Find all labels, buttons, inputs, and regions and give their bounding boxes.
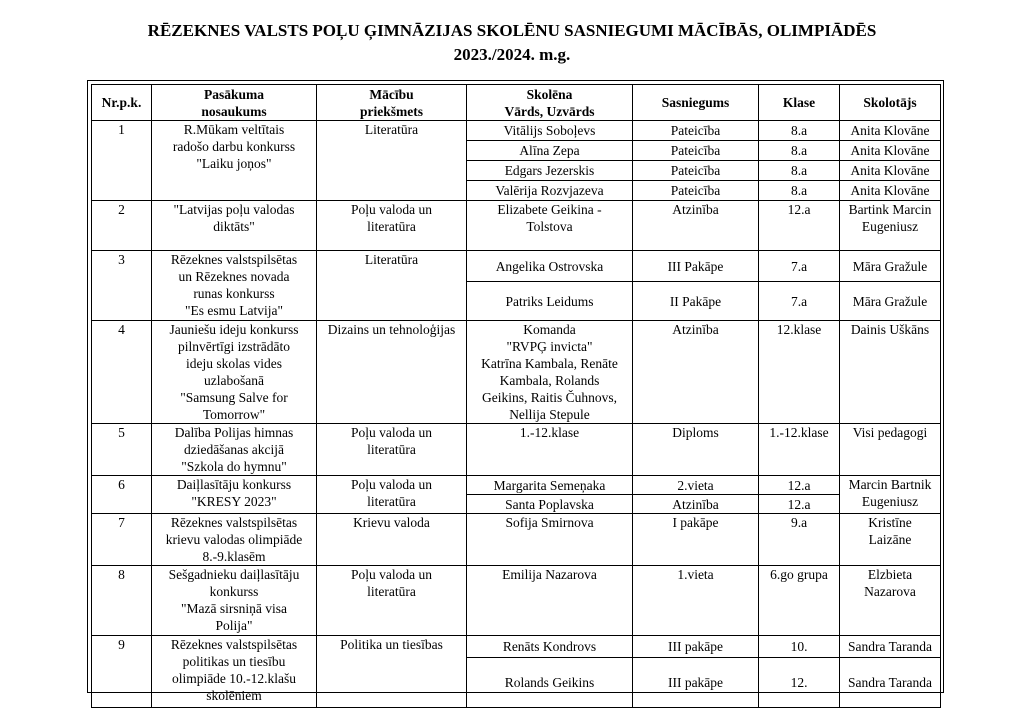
cell-achievement: III pakāpe [633, 636, 759, 658]
cell-teacher: Sandra Taranda [840, 658, 941, 708]
cell-achievement: Pateicība [633, 141, 759, 161]
cell-teacher: Dainis Uškāns [840, 321, 941, 424]
cell-student: Valērija Rozvjazeva [467, 181, 633, 201]
cell-nr: 4 [92, 321, 152, 424]
cell-student: Emilija Nazarova [467, 566, 633, 636]
cell-teacher: Anita Klovāne [840, 181, 941, 201]
table-row [92, 321, 941, 424]
cell-subject: Poļu valoda un literatūra [317, 424, 467, 476]
cell-student: Patriks Leidums [467, 282, 633, 321]
cell-subject: Dizains un tehnoloģijas [317, 321, 467, 424]
header-subject: Mācību priekšmets [317, 85, 467, 121]
header-class: Klase [759, 85, 840, 121]
table-row [92, 566, 941, 636]
cell-student: Vitālijs Soboļevs [467, 121, 633, 141]
cell-student: Elizabete Geikina - Tolstova [467, 201, 633, 251]
cell-nr: 9 [92, 636, 152, 708]
cell-nr: 2 [92, 201, 152, 251]
cell-student: Edgars Jezerskis [467, 161, 633, 181]
cell-event: Jauniešu ideju konkurss pilnvērtīgi izstrādāto ideju skolas vides uzlabošanā "Samsung Salve for Tomorrow" [152, 321, 317, 424]
cell-event: Daiļlasītāju konkurss "KRESY 2023" [152, 476, 317, 514]
document-title: RĒZEKNES VALSTS POĻU ĢIMNĀZIJAS SKOLĒNU SASNIEGUMI MĀCĪBĀS, OLIMPIĀDĒS [147, 21, 877, 40]
cell-class: 8.a [759, 141, 840, 161]
table-row [92, 201, 941, 251]
cell-achievement: Atzinība [633, 321, 759, 424]
cell-class: 8.a [759, 161, 840, 181]
cell-achievement: Atzinība [633, 201, 759, 251]
cell-student: 1.-12.klase [467, 424, 633, 476]
header-row [92, 85, 941, 121]
cell-subject: Poļu valoda un literatūra [317, 566, 467, 636]
cell-nr: 8 [92, 566, 152, 636]
cell-class: 8.a [759, 121, 840, 141]
cell-achievement: III pakāpe [633, 658, 759, 708]
cell-teacher: Bartink Marcin Eugeniusz [840, 201, 941, 251]
table-row [92, 636, 941, 658]
table-row [92, 424, 941, 476]
cell-student: Komanda "RVPĢ invicta" Katrīna Kambala, Renāte Kambala, Rolands Geikins, Raitis Čuhnovs, Nellija Stepule [467, 321, 633, 424]
header-teacher: Skolotājs [840, 85, 941, 121]
cell-event: Rēzeknes valstspilsētas un Rēzeknes novada runas konkurss "Es esmu Latvija" [152, 251, 317, 321]
cell-subject: Politika un tiesības [317, 636, 467, 708]
header-student: Skolēna Vārds, Uzvārds [467, 85, 633, 121]
cell-achievement: 1.vieta [633, 566, 759, 636]
cell-nr: 1 [92, 121, 152, 201]
cell-class: 1.-12.klase [759, 424, 840, 476]
cell-student: Angelika Ostrovska [467, 251, 633, 282]
cell-nr: 7 [92, 514, 152, 566]
header-event: Pasākuma nosaukums [152, 85, 317, 121]
table-row [92, 251, 941, 282]
cell-nr: 6 [92, 476, 152, 514]
cell-subject: Poļu valoda un literatūra [317, 476, 467, 514]
cell-student: Margarita Semeņaka [467, 476, 633, 495]
cell-achievement: Atzinība [633, 495, 759, 514]
cell-event: Rēzeknes valstspilsētas politikas un tiesību olimpiāde 10.-12.klašu skolēniem [152, 636, 317, 708]
cell-achievement: II Pakāpe [633, 282, 759, 321]
cell-teacher: Anita Klovāne [840, 161, 941, 181]
cell-teacher: Anita Klovāne [840, 121, 941, 141]
table-row [92, 121, 941, 141]
cell-class: 12.a [759, 495, 840, 514]
table-row [92, 476, 941, 495]
cell-teacher: Anita Klovāne [840, 141, 941, 161]
cell-teacher: Marcin Bartnik Eugeniusz [840, 476, 941, 514]
cell-student: Alīna Zepa [467, 141, 633, 161]
cell-class: 7.a [759, 282, 840, 321]
header-achievement: Sasniegums [633, 85, 759, 121]
cell-class: 8.a [759, 181, 840, 201]
cell-nr: 5 [92, 424, 152, 476]
cell-nr: 3 [92, 251, 152, 321]
cell-achievement: 2.vieta [633, 476, 759, 495]
cell-teacher: Visi pedagogi [840, 424, 941, 476]
cell-student: Sofija Smirnova [467, 514, 633, 566]
cell-event: R.Mūkam veltītais radošo darbu konkurss "Laiku joņos" [152, 121, 317, 201]
cell-achievement: III Pakāpe [633, 251, 759, 282]
cell-class: 12.klase [759, 321, 840, 424]
cell-class: 10. [759, 636, 840, 658]
cell-event: Dalība Polijas himnas dziedāšanas akcijā "Szkola do hymnu" [152, 424, 317, 476]
table-row [92, 514, 941, 566]
cell-event: Sešgadnieku daiļlasītāju konkurss "Mazā sirsniņā visa Polija" [152, 566, 317, 636]
cell-achievement: Pateicība [633, 181, 759, 201]
cell-achievement: Pateicība [633, 121, 759, 141]
cell-class: 12. [759, 658, 840, 708]
cell-teacher: Māra Gražule [840, 282, 941, 321]
cell-teacher: Māra Gražule [840, 251, 941, 282]
cell-teacher: Kristīne Laizāne [840, 514, 941, 566]
cell-achievement: Pateicība [633, 161, 759, 181]
cell-class: 12.a [759, 476, 840, 495]
cell-event: Rēzeknes valstspilsētas krievu valodas olimpiāde 8.-9.klasēm [152, 514, 317, 566]
table-body [92, 121, 941, 708]
cell-class: 6.go grupa [759, 566, 840, 636]
cell-teacher: Sandra Taranda [840, 636, 941, 658]
cell-achievement: I pakāpe [633, 514, 759, 566]
cell-class: 7.a [759, 251, 840, 282]
cell-subject: Literatūra [317, 121, 467, 201]
cell-student: Santa Poplavska [467, 495, 633, 514]
cell-student: Rolands Geikins [467, 658, 633, 708]
cell-class: 9.a [759, 514, 840, 566]
cell-event: "Latvijas poļu valodas diktāts" [152, 201, 317, 251]
cell-teacher: Elzbieta Nazarova [840, 566, 941, 636]
cell-class: 12.a [759, 201, 840, 251]
cell-achievement: Diploms [633, 424, 759, 476]
cell-subject: Poļu valoda un literatūra [317, 201, 467, 251]
cell-student: Renāts Kondrovs [467, 636, 633, 658]
school-year: 2023./2024. m.g. [453, 45, 571, 64]
header-nr: Nr.p.k. [92, 85, 152, 121]
achievements-table [91, 84, 941, 708]
cell-subject: Krievu valoda [317, 514, 467, 566]
cell-subject: Literatūra [317, 251, 467, 321]
